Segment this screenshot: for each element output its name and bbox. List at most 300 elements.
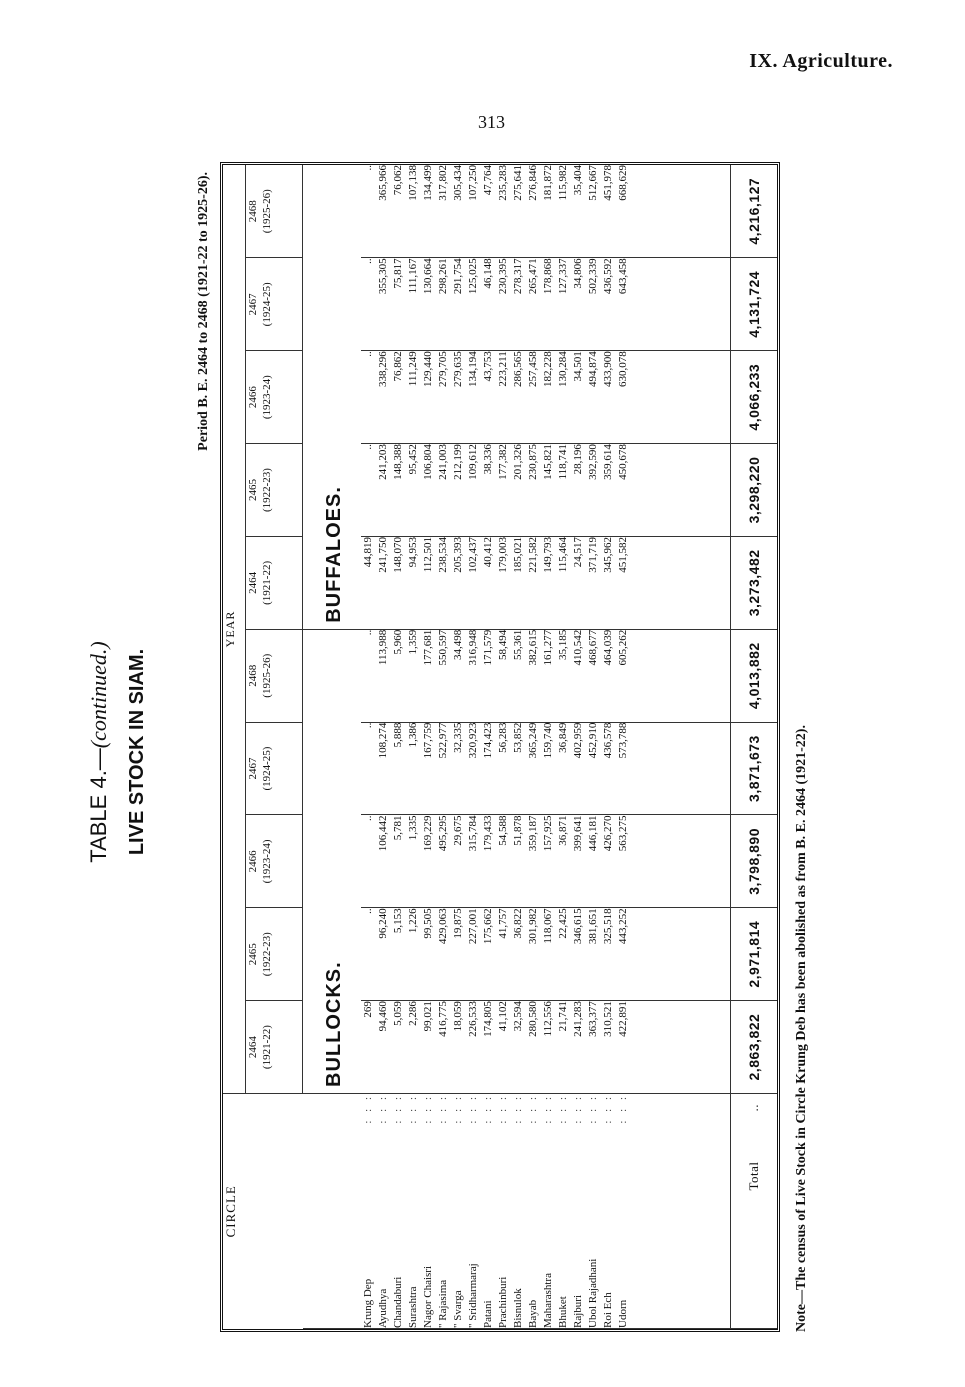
year-be: 2464 [247, 571, 259, 594]
buffaloes-value: 182,228 [542, 351, 554, 387]
circle-name: Krung Dep [362, 1278, 374, 1328]
year-ce: (1922-23) [261, 468, 273, 513]
buffaloes-value: 305,434 [452, 165, 464, 201]
buffaloes-value: 392,590 [587, 444, 599, 480]
bullocks-value: 410,542 [572, 629, 584, 666]
buffaloes-value: .. [362, 444, 374, 450]
leader-dots: : : : [362, 1094, 374, 1124]
bullocks-value: 55,361 [512, 629, 524, 661]
bullocks-value: 563,275 [617, 815, 629, 852]
buffaloes-value: 24,517 [572, 536, 584, 568]
buffaloes-value: 178,868 [542, 258, 554, 295]
buffaloes-value: .. [362, 258, 374, 264]
bullocks-value: 108,274 [377, 722, 389, 759]
buffaloes-section-label: BUFFALOES. [323, 486, 345, 623]
buffaloes-value: 134,499 [422, 165, 434, 201]
bullocks-value: 522,977 [437, 722, 449, 759]
bullocks-value: 280,580 [527, 1001, 539, 1037]
year-be: 2467 [247, 757, 259, 780]
leader-dots: : : : [467, 1094, 479, 1124]
buffaloes-value: 275,641 [512, 165, 524, 201]
bullocks-total: 3,798,890 [731, 815, 778, 908]
bullocks-value: 36,871 [557, 815, 569, 846]
circle-name: Ayudhya [377, 1288, 389, 1328]
buffaloes-value: 35,404 [572, 165, 584, 196]
buffaloes-value: 179,003 [497, 536, 509, 573]
buffaloes-value: 148,070 [392, 536, 404, 573]
leader-dots: : : : [557, 1094, 569, 1124]
bullocks-value: 41,102 [497, 1001, 509, 1032]
circle-row-label [601, 1094, 616, 1328]
bullocks-value: 161,277 [542, 629, 554, 666]
year-be: 2465 [247, 943, 259, 966]
bullocks-value: 18,059 [452, 1001, 464, 1032]
buffaloes-value: 112,501 [422, 536, 434, 573]
buffaloes-value: 130,284 [557, 351, 569, 387]
bullocks-value: 32,594 [512, 1001, 524, 1032]
leader-dots: : : : [452, 1094, 464, 1124]
bullocks-value: 359,187 [527, 815, 539, 852]
bullocks-value: 241,283 [572, 1001, 584, 1037]
circle-name: Udorn [617, 1299, 629, 1328]
buffaloes-total: 3,273,482 [731, 536, 778, 629]
bullocks-value: 5,059 [392, 1001, 404, 1026]
year-header [246, 444, 303, 537]
leader-dots: : : : [617, 1094, 629, 1124]
bullocks-value: 171,579 [482, 629, 494, 666]
circle-name: Chandaburi [392, 1276, 404, 1328]
bullocks-value: .. [362, 629, 374, 636]
bullocks-value: 19,875 [452, 908, 464, 939]
buffaloes-total: 4,216,127 [731, 165, 778, 258]
footnote: Note—The census of Live Stock in Circle Krung Deb has been abolished as from B. E. 2464 (1921-22). [794, 725, 809, 1332]
running-head: IX. Agriculture. [749, 50, 893, 72]
buffaloes-value: 148,388 [392, 444, 404, 480]
year-header [246, 351, 303, 444]
bullocks-value: 5,781 [392, 815, 404, 841]
bullocks-value: 365,249 [527, 722, 539, 759]
buffaloes-value: 34,806 [572, 258, 584, 289]
circle-name: Prachinburi [497, 1276, 509, 1328]
buffaloes-value: 436,592 [602, 258, 614, 295]
circle-row-label [451, 1094, 466, 1328]
bullocks-value: 436,578 [602, 722, 614, 759]
bullocks-value: 346,615 [572, 908, 584, 945]
year-be: 2468 [247, 664, 259, 687]
buffaloes-value: 107,138 [407, 165, 419, 201]
buffaloes-value: 298,261 [437, 258, 449, 295]
bullocks-value: 99,021 [422, 1001, 434, 1032]
buffaloes-value: 107,250 [467, 165, 479, 201]
bullocks-value: 550,597 [437, 629, 449, 666]
bullocks-value: 320,923 [467, 722, 479, 759]
buffaloes-value: 109,612 [467, 444, 479, 480]
circle-row-label [526, 1094, 541, 1328]
buffaloes-value: 223,211 [497, 351, 509, 387]
table-subtitle: LIVE STOCK IN SIAM. [126, 648, 148, 856]
circle-name: Bisnulok [512, 1288, 524, 1328]
circle-row-label [466, 1094, 481, 1328]
circle-row-label [571, 1094, 586, 1328]
period-label: Period B. E. 2464 to 2468 (1921-22 to 1925-26). [196, 172, 211, 451]
bullocks-value: 1,386 [407, 722, 419, 748]
total-label-cell [731, 1094, 778, 1329]
buffaloes-value: 201,326 [512, 444, 524, 480]
bullocks-value: 416,775 [437, 1001, 449, 1037]
bullocks-value: 226,533 [467, 1001, 479, 1037]
bullocks-value: 382,615 [527, 629, 539, 666]
buffaloes-column [361, 536, 731, 629]
bullocks-value: 118,067 [542, 908, 554, 944]
bullocks-value: 363,377 [587, 1001, 599, 1037]
year-be: 2467 [247, 293, 259, 316]
year-header [246, 815, 303, 908]
buffaloes-value: 278,317 [512, 258, 524, 295]
bullocks-value: 315,784 [467, 815, 479, 852]
bullocks-value: 381,651 [587, 908, 599, 945]
bullocks-value: 169,229 [422, 815, 434, 852]
bullocks-column [361, 629, 731, 722]
bullocks-value: 167,759 [422, 722, 434, 759]
buffaloes-value: 115,464 [557, 536, 569, 573]
bullocks-value: 1,226 [407, 908, 419, 934]
buffaloes-value: 129,440 [422, 351, 434, 387]
buffaloes-value: 181,872 [542, 165, 554, 201]
year-ce: (1922-23) [261, 932, 273, 977]
circle-row-label [556, 1094, 571, 1328]
buffaloes-value: 365,966 [377, 165, 389, 201]
bullocks-value: 429,063 [437, 908, 449, 945]
buffaloes-value: .. [362, 351, 374, 357]
bullocks-total: 3,871,673 [731, 722, 778, 815]
bullocks-value: 35,185 [557, 629, 569, 661]
bullocks-value: 112,556 [542, 1001, 554, 1037]
buffaloes-value: 127,337 [557, 258, 569, 295]
bullocks-value: 29,675 [452, 815, 464, 846]
section-row [303, 165, 362, 1329]
bullocks-value: 495,295 [437, 815, 449, 852]
buffaloes-value: 221,582 [527, 536, 539, 573]
year-ce: (1923-24) [261, 375, 273, 420]
buffaloes-value: 276,846 [527, 165, 539, 201]
buffaloes-value: 47,764 [482, 165, 494, 196]
year-be: 2464 [247, 1036, 259, 1059]
buffaloes-value: 512,667 [587, 165, 599, 201]
buffaloes-value: 130,664 [422, 258, 434, 295]
bullocks-section-label: BULLOCKS. [323, 961, 345, 1087]
buffaloes-value: 371,719 [587, 536, 599, 573]
bullocks-value: 468,677 [587, 629, 599, 666]
buffaloes-value: 46,148 [482, 258, 494, 289]
buffaloes-value: 338,296 [377, 351, 389, 387]
year-ce: (1921-22) [261, 1025, 273, 1070]
bullocks-total: 4,013,882 [731, 629, 778, 722]
buffaloes-value: 291,754 [452, 258, 464, 295]
buffaloes-value: 102,437 [467, 536, 479, 573]
buffaloes-value: 118,741 [557, 444, 569, 480]
buffaloes-value: 359,614 [602, 444, 614, 480]
buffaloes-value: 235,283 [497, 165, 509, 201]
bullocks-column [361, 815, 731, 908]
bullocks-column [361, 722, 731, 815]
circle-name: Rajburi [572, 1295, 584, 1328]
buffaloes-value: 94,953 [407, 536, 419, 568]
bullocks-value: 452,910 [587, 722, 599, 759]
buffaloes-value: 279,705 [437, 351, 449, 387]
buffaloes-value: 450,678 [617, 444, 629, 480]
bullocks-value: 58,494 [497, 629, 509, 661]
buffaloes-value: 668,629 [617, 165, 629, 201]
leader-dots: : : : [407, 1094, 419, 1124]
buffaloes-value: 43,753 [482, 351, 494, 382]
bullocks-value: .. [362, 908, 374, 914]
bullocks-value: 99,505 [422, 908, 434, 939]
bullocks-value: 41,757 [497, 908, 509, 939]
bullocks-value: 174,423 [482, 722, 494, 759]
total-label: Total [746, 1161, 761, 1191]
leader-dots: : : : [482, 1094, 494, 1124]
bullocks-value: 177,681 [422, 629, 434, 666]
buffaloes-value: 241,750 [377, 536, 389, 573]
bullocks-value: 94,460 [377, 1001, 389, 1032]
circle-row-label [391, 1094, 406, 1328]
circle-name: " Rajasima [437, 1279, 449, 1328]
leader-dots: : : : [602, 1094, 614, 1124]
buffaloes-value: 265,471 [527, 258, 539, 295]
bullocks-value: 1,335 [407, 815, 419, 841]
buffaloes-value: 38,336 [482, 444, 494, 475]
bullocks-value: 157,925 [542, 815, 554, 852]
circle-row-label [496, 1094, 511, 1328]
bullocks-value: 1,359 [407, 629, 419, 655]
circle-name: Bayab [527, 1299, 539, 1328]
leader-dots: : : : [377, 1094, 389, 1124]
buffaloes-value: 238,534 [437, 536, 449, 573]
year-ce: (1925-26) [261, 189, 273, 234]
bullocks-total: 2,971,814 [731, 908, 778, 1001]
buffaloes-value: 433,900 [602, 351, 614, 387]
bullocks-value: 113,988 [377, 629, 389, 666]
bullocks-value: 446,181 [587, 815, 599, 852]
buffaloes-column [361, 444, 731, 537]
year-header [246, 165, 303, 258]
buffaloes-value: 76,862 [392, 351, 404, 382]
data-row [361, 165, 731, 1329]
bullocks-value: 422,891 [617, 1001, 629, 1037]
buffaloes-value: 205,393 [452, 536, 464, 573]
buffaloes-value: 241,003 [437, 444, 449, 480]
circle-name: Ubol Rajadhani [587, 1258, 599, 1328]
bullocks-value: 106,442 [377, 815, 389, 852]
bullocks-value: 159,740 [542, 722, 554, 759]
bullocks-value: 5,960 [392, 629, 404, 655]
table-title-main: TABLE 4.— [86, 748, 111, 863]
year-be: 2468 [247, 200, 259, 223]
year-header [246, 536, 303, 629]
bullocks-value: 2,286 [407, 1001, 419, 1026]
circle-row-label [586, 1094, 601, 1328]
circle-row-label [616, 1094, 631, 1328]
buffaloes-value: 149,793 [542, 536, 554, 573]
bullocks-value: 51,878 [512, 815, 524, 846]
buffaloes-value: 125,025 [467, 258, 479, 295]
bullocks-total: 2,863,822 [731, 1001, 778, 1094]
year-header [246, 908, 303, 1001]
circle-row-label [541, 1094, 556, 1328]
buffaloes-column [361, 165, 731, 258]
bullocks-value: 36,849 [557, 722, 569, 753]
buffaloes-value: 502,339 [587, 258, 599, 295]
bullocks-value: .. [362, 815, 374, 821]
circle-name: " Svarga [452, 1290, 464, 1328]
bullocks-value: 399,641 [572, 815, 584, 852]
buffaloes-value: 241,203 [377, 444, 389, 480]
total-dots: .. [746, 1104, 761, 1112]
circle-name: Roi Ech [602, 1292, 614, 1328]
circle-row-label [421, 1094, 436, 1328]
year-ce: (1924-25) [261, 746, 273, 791]
bullocks-value: 53,852 [512, 722, 524, 753]
bullocks-value: 5,153 [392, 908, 404, 934]
leader-dots: : : : [497, 1094, 509, 1124]
buffaloes-value: 257,458 [527, 351, 539, 387]
bullocks-value: 174,805 [482, 1001, 494, 1037]
leader-dots: : : : [527, 1094, 539, 1124]
leader-dots: : : : [512, 1094, 524, 1124]
buffaloes-value: 317,802 [437, 165, 449, 201]
circle-name: Maharashtra [542, 1273, 554, 1328]
circle-row-label [511, 1094, 526, 1328]
circle-name: Nagor Chaisri [422, 1265, 434, 1328]
buffaloes-value: 111,167 [407, 258, 419, 294]
buffaloes-value: 212,199 [452, 444, 464, 480]
bullocks-value: 32,335 [452, 722, 464, 753]
buffaloes-value: 28,196 [572, 444, 584, 475]
bullocks-value: 269 [362, 1001, 374, 1018]
year-header [246, 722, 303, 815]
circle-names [361, 1094, 731, 1329]
circle-name: Patani [482, 1300, 494, 1328]
circle-name: " Sridharmaraj [467, 1263, 479, 1328]
year-ce: (1924-25) [261, 282, 273, 327]
bullocks-value: 227,001 [467, 908, 479, 945]
year-be: 2466 [247, 850, 259, 873]
bullocks-value: 36,822 [512, 908, 524, 939]
circle-name: Bhuket [557, 1296, 569, 1328]
buffaloes-value: 115,982 [557, 165, 569, 201]
buffaloes-value: 177,382 [497, 444, 509, 480]
bullocks-value: 325,518 [602, 908, 614, 945]
bullocks-value: 402,959 [572, 722, 584, 759]
buffaloes-value: 106,804 [422, 444, 434, 480]
year-ce: (1923-24) [261, 839, 273, 884]
bullocks-value: 22,425 [557, 908, 569, 939]
year-ce: (1925-26) [261, 653, 273, 698]
bullocks-value: 573,788 [617, 722, 629, 759]
buffaloes-value: 230,395 [497, 258, 509, 295]
buffaloes-value: 44,819 [362, 536, 374, 568]
bullocks-value: 605,262 [617, 629, 629, 666]
bullocks-value: 34,498 [452, 629, 464, 661]
buffaloes-value: 230,875 [527, 444, 539, 480]
bullocks-value: 301,982 [527, 908, 539, 945]
buffaloes-value: 75,817 [392, 258, 404, 289]
year-column-header: YEAR [223, 165, 246, 1094]
buffaloes-value: 355,305 [377, 258, 389, 295]
circle-row-label [361, 1094, 376, 1328]
buffaloes-value: 494,874 [587, 351, 599, 387]
buffaloes-value: 279,635 [452, 351, 464, 387]
buffaloes-column [361, 351, 731, 444]
buffaloes-value: 134,194 [467, 351, 479, 387]
year-header [246, 258, 303, 351]
buffaloes-value: 345,962 [602, 536, 614, 573]
bullocks-value: 56,283 [497, 722, 509, 753]
buffaloes-value: 185,021 [512, 536, 524, 573]
table-title [86, 132, 112, 1372]
bullocks-column [361, 908, 731, 1001]
leader-dots: : : : [437, 1094, 449, 1124]
bullocks-value: 310,521 [602, 1001, 614, 1037]
buffaloes-total: 4,066,233 [731, 351, 778, 444]
buffaloes-value: 40,412 [482, 536, 494, 568]
table-title-continued: (continued.) [86, 641, 111, 749]
bullocks-value: 426,270 [602, 815, 614, 852]
circle-row-label [481, 1094, 496, 1328]
bullocks-value: 175,662 [482, 908, 494, 945]
buffaloes-value: 145,821 [542, 444, 554, 480]
page-number: 313 [478, 112, 505, 132]
leader-dots: : : : [392, 1094, 404, 1124]
live-stock-table [223, 165, 777, 1329]
bullocks-value: 443,252 [617, 908, 629, 945]
buffaloes-value: .. [362, 165, 374, 171]
bullocks-value: 96,240 [377, 908, 389, 939]
bullocks-value: .. [362, 722, 374, 729]
bullocks-column [361, 1001, 731, 1094]
year-be: 2466 [247, 386, 259, 409]
circle-row-label [376, 1094, 391, 1328]
year-header [246, 629, 303, 722]
buffaloes-value: 643,458 [617, 258, 629, 295]
buffaloes-total: 4,131,724 [731, 258, 778, 351]
buffaloes-value: 451,582 [617, 536, 629, 573]
buffaloes-value: 111,249 [407, 351, 419, 387]
bullocks-value: 179,433 [482, 815, 494, 852]
year-ce: (1921-22) [261, 560, 273, 605]
circle-row-label [406, 1094, 421, 1328]
circle-row-label [436, 1094, 451, 1328]
year-be: 2465 [247, 479, 259, 502]
buffaloes-value: 76,062 [392, 165, 404, 196]
buffaloes-total: 3,298,220 [731, 444, 778, 537]
bullocks-value: 21,741 [557, 1001, 569, 1032]
bullocks-value: 464,039 [602, 629, 614, 666]
buffaloes-column [361, 258, 731, 351]
bullocks-value: 54,588 [497, 815, 509, 846]
live-stock-table-frame [220, 162, 780, 1332]
leader-dots: : : : [587, 1094, 599, 1124]
buffaloes-value: 34,501 [572, 351, 584, 382]
totals-row [731, 165, 778, 1329]
bullocks-value: 5,888 [392, 722, 404, 748]
buffaloes-value: 286,565 [512, 351, 524, 387]
year-header [246, 1001, 303, 1094]
leader-dots: : : : [542, 1094, 554, 1124]
rotated-table-page [58, 132, 838, 1372]
buffaloes-value: 95,452 [407, 444, 419, 475]
circle-name: Surashtra [407, 1286, 419, 1328]
